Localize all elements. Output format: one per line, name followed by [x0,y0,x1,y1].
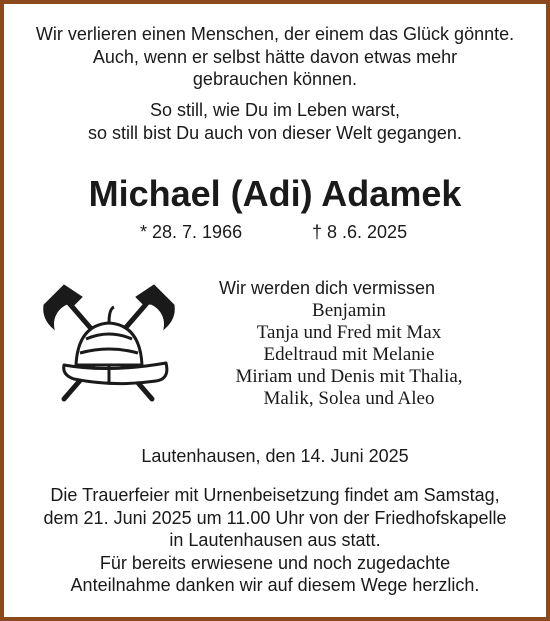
quote-line: So still, wie Du im Leben warst, [149,100,401,120]
intro-line: gebrauchen können. [192,69,358,89]
ceremony-text [4,484,546,597]
death-date: † 8 .6. 2025 [312,222,408,242]
ceremony-line: Die Trauerfeier mit Urnenbeisetzung findet am Samstag, [50,485,500,505]
place-and-date: Lautenhausen, den 14. Juni 2025 [141,446,409,466]
firefighter-helmet-crossed-axes-icon [34,279,184,407]
intro-line: Auch, wenn er selbst hätte davon etwas mehr [92,46,458,67]
ceremony-line: dem 21. Juni 2025 um 11.00 Uhr von der Friedhofskapelle [43,507,507,528]
miss-heading: Wir werden dich vermissen [219,278,436,298]
family-member: Miriam und Denis mit Thalia, [235,366,463,387]
family-member: Benjamin [312,300,386,321]
quote-text [4,99,546,144]
deceased-name: Michael (Adi) Adamek [88,173,462,214]
family-member: Malik, Solea und Aleo [263,388,435,409]
birth-date: * 28. 7. 1966 [140,222,243,242]
quote-line: so still bist Du auch von dieser Welt gegangen. [88,122,462,143]
ceremony-line: Anteilnahme danken wir auf diesem Wege herzlich. [70,575,480,595]
ceremony-line: in Lautenhausen aus statt. [169,530,381,550]
family-list [204,300,494,410]
family-member: Edeltraud mit Melanie [263,344,435,365]
intro-line: Wir verlieren einen Menschen, der einem das Glück gönnte. [35,24,515,44]
ceremony-line: Für bereits erwiesene und noch zugedachte [99,552,451,573]
family-member: Tanja und Fred mit Max [256,322,442,343]
intro-text [4,23,546,91]
